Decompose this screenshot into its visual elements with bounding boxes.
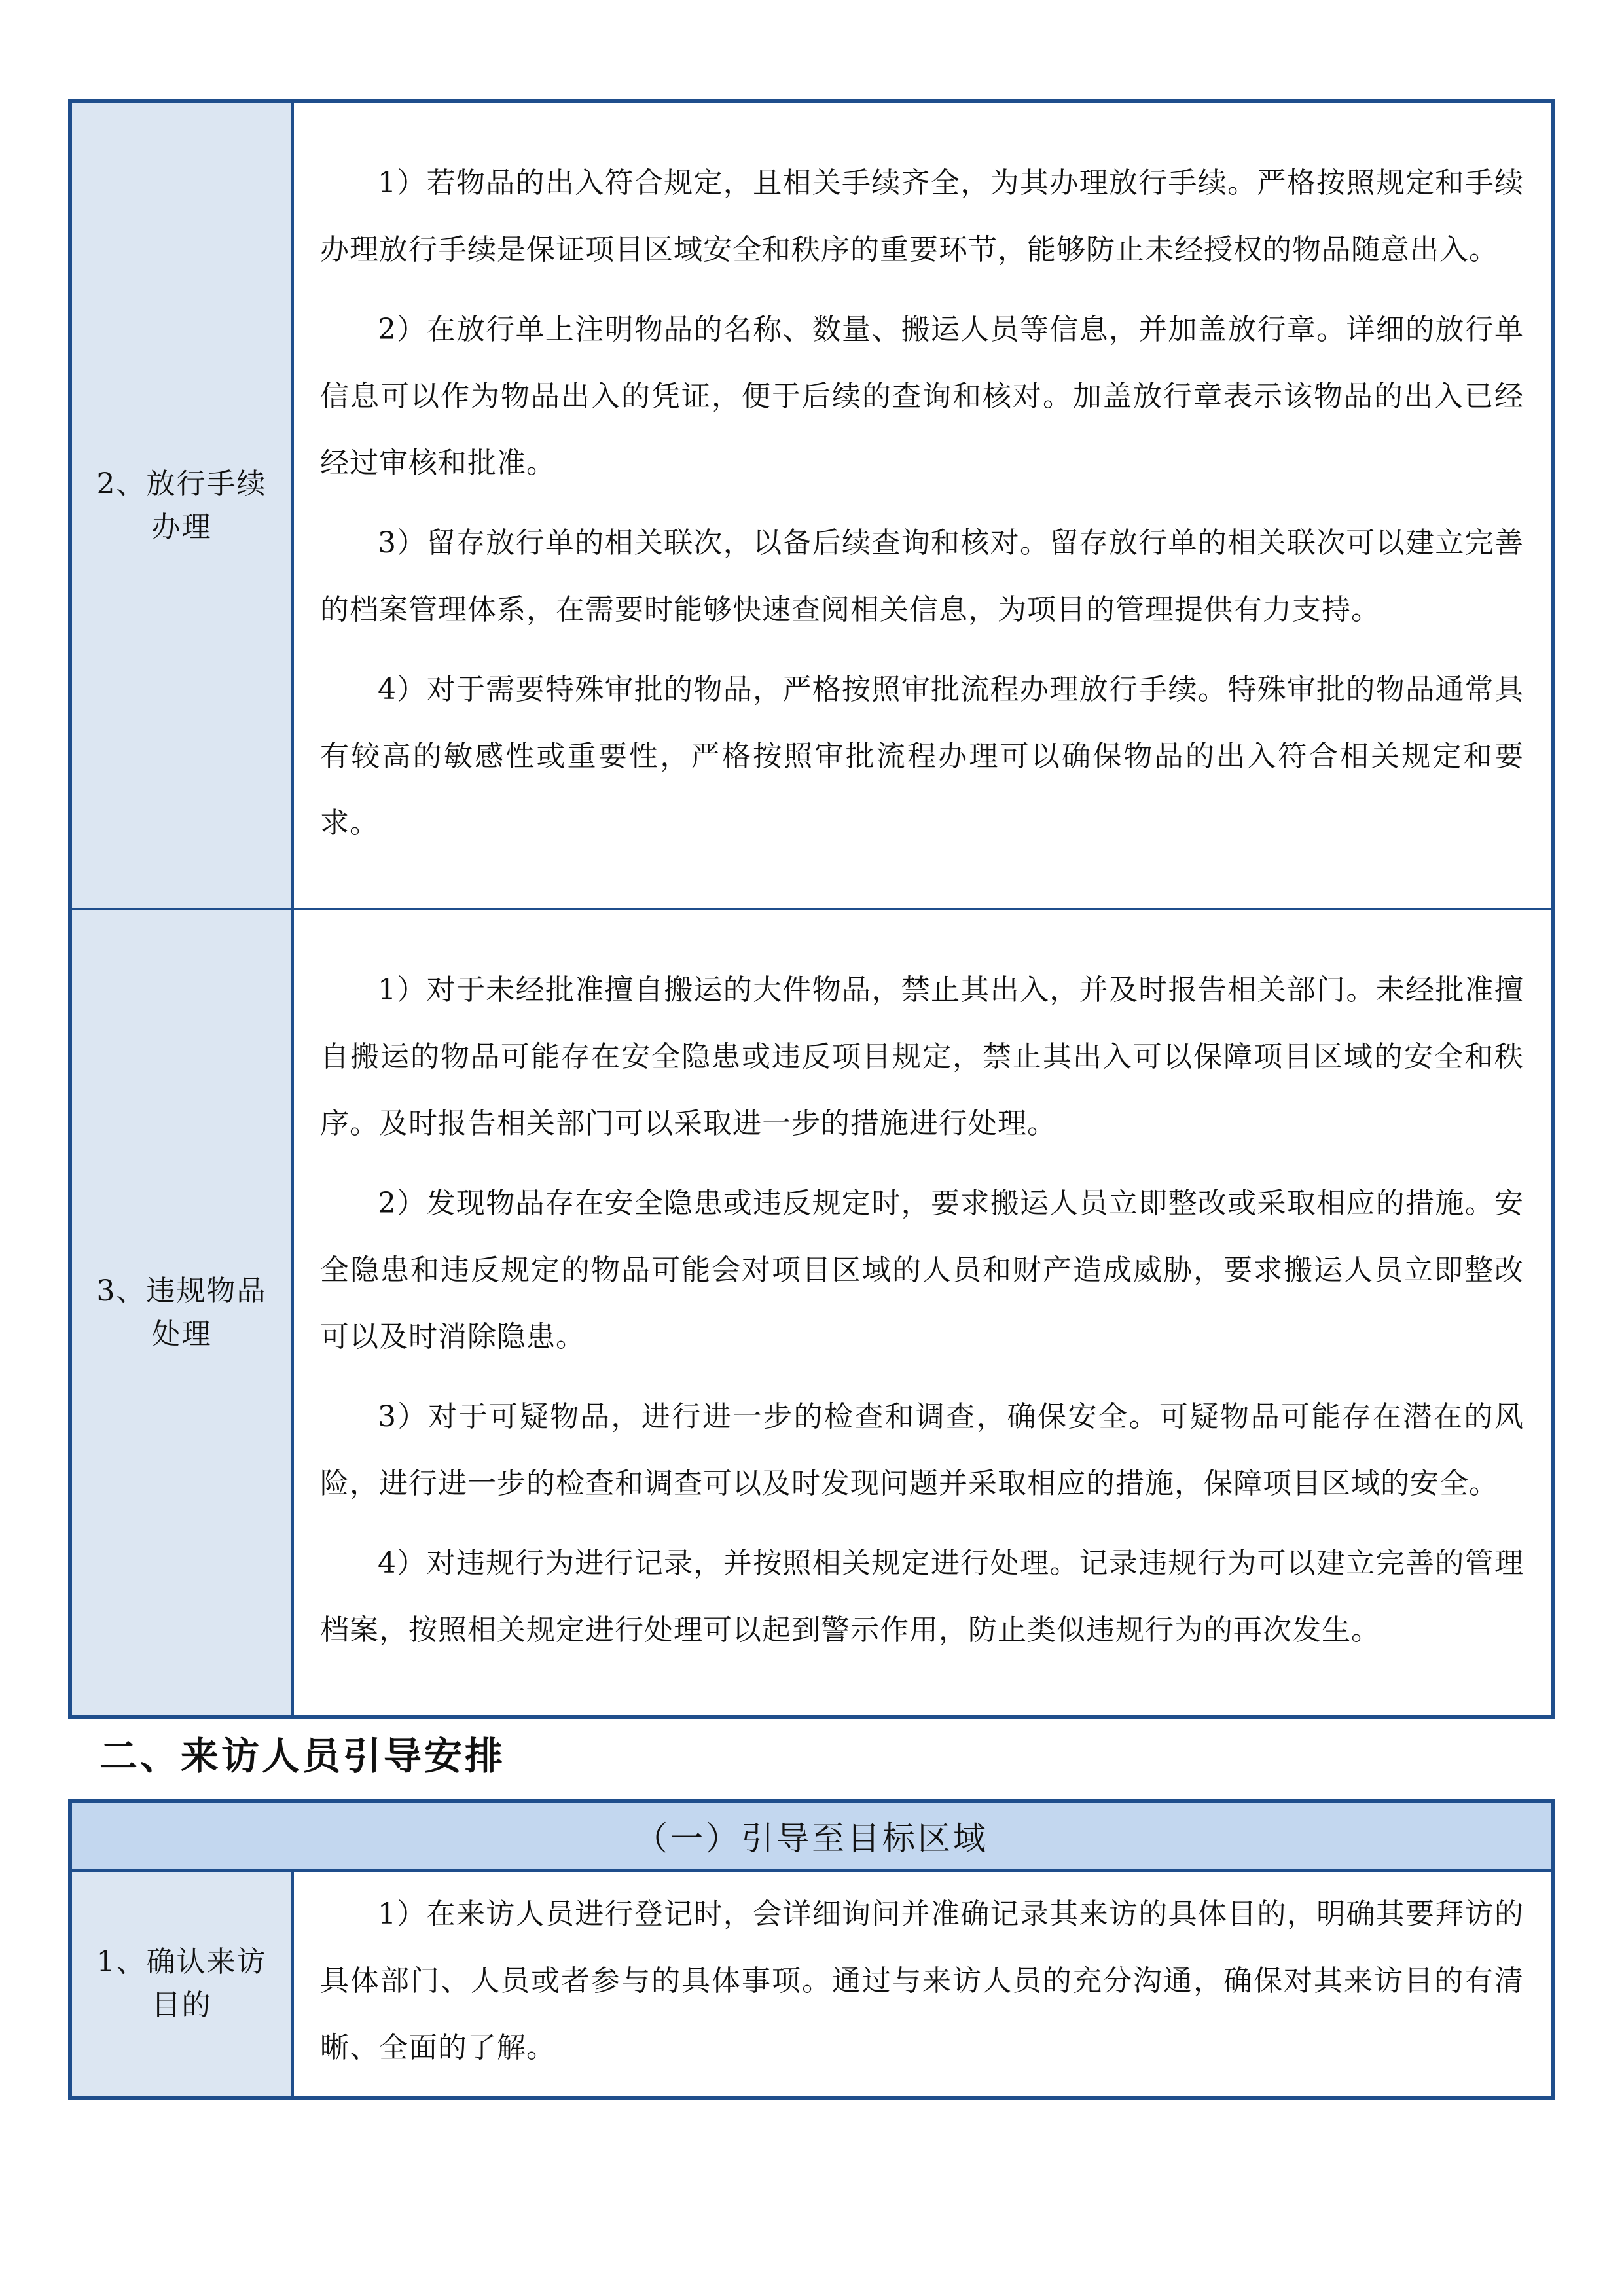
row-label-confirm-purpose: 1、确认来访目的 bbox=[70, 1871, 293, 2098]
paragraph: 2）在放行单上注明物品的名称、数量、搬运人员等信息，并加盖放行章。详细的放行单信息可以作为物品出入的凭证，便于后续的查询和核对。加盖放行章表示该物品的出入已经经过审核和批准。 bbox=[320, 312, 1524, 480]
table-row bbox=[70, 909, 1553, 1717]
paragraph: 4）对于需要特殊审批的物品，严格按照审批流程办理放行手续。特殊审批的物品通常具有较高的敏感性或重要性，严格按照审批流程办理可以确保物品的出入符合相关规定和要求。 bbox=[320, 672, 1524, 840]
row-content-violation-handling bbox=[293, 909, 1553, 1717]
section-title: 二、来访人员引导安排 bbox=[99, 1734, 506, 1778]
release-procedures-table bbox=[68, 99, 1555, 1719]
paragraph: 3）对于可疑物品，进行进一步的检查和调查，确保安全。可疑物品可能存在潜在的风险，进行进一步的检查和调查可以及时发现问题并采取相应的措施，保障项目区域的安全。 bbox=[320, 1399, 1524, 1500]
paragraph: 1）对于未经批准擅自搬运的大件物品，禁止其出入，并及时报告相关部门。未经批准擅自搬运的物品可能存在安全隐患或违反项目规定，禁止其出入可以保障项目区域的安全和秩序。及时报告相关部门可以采取进一步的措施进行处理。 bbox=[320, 973, 1524, 1140]
table-header-row bbox=[70, 1801, 1553, 1871]
paragraph: 2）发现物品存在安全隐患或违反规定时，要求搬运人员立即整改或采取相应的措施。安全隐患和违反规定的物品可能会对项目区域的人员和财产造成威胁，要求搬运人员立即整改可以及时消除隐患。 bbox=[320, 1186, 1524, 1354]
table-row bbox=[70, 1871, 1553, 2098]
row-content-confirm-purpose bbox=[293, 1871, 1553, 2098]
table-row bbox=[70, 101, 1553, 909]
paragraph: 1）若物品的出入符合规定，且相关手续齐全，为其办理放行手续。严格按照规定和手续办理放行手续是保证项目区域安全和秩序的重要环节，能够防止未经授权的物品随意出入。 bbox=[320, 166, 1524, 266]
row-label-release-procedures: 2、放行手续办理 bbox=[70, 101, 293, 909]
table-header: （一）引导至目标区域 bbox=[70, 1801, 1553, 1871]
row-content-release-procedures bbox=[293, 101, 1553, 909]
paragraph: 4）对违规行为进行记录，并按照相关规定进行处理。记录违规行为可以建立完善的管理档案，按照相关规定进行处理可以起到警示作用，防止类似违规行为的再次发生。 bbox=[320, 1546, 1524, 1647]
paragraph: 3）留存放行单的相关联次，以备后续查询和核对。留存放行单的相关联次可以建立完善的档案管理体系，在需要时能够快速查阅相关信息，为项目的管理提供有力支持。 bbox=[320, 526, 1524, 626]
paragraph: 1）在来访人员进行登记时，会详细询问并准确记录其来访的具体目的，明确其要拜访的具体部门、人员或者参与的具体事项。通过与来访人员的充分沟通，确保对其来访目的有清晰、全面的了解。 bbox=[320, 1897, 1524, 2064]
visitor-guidance-table bbox=[68, 1799, 1555, 2100]
row-label-violation-handling: 3、违规物品处理 bbox=[70, 909, 293, 1717]
